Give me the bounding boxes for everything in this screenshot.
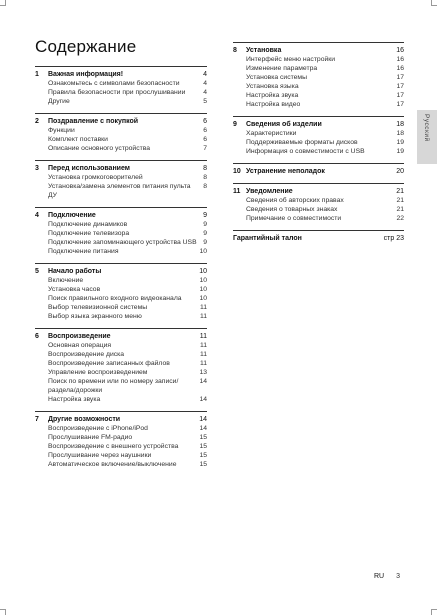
entry-page: 9: [203, 230, 207, 237]
entry-title: Настройка звука: [246, 92, 299, 99]
toc-section: [35, 411, 207, 469]
warranty-heading[interactable]: [233, 230, 404, 243]
toc-section: [233, 116, 404, 156]
toc-section: [35, 328, 207, 404]
entry-title: Прослушивание через наушники: [48, 452, 152, 459]
section-heading[interactable]: [233, 167, 404, 176]
section-page: 4: [203, 71, 207, 78]
section-heading[interactable]: [35, 211, 207, 220]
section-heading[interactable]: [35, 415, 207, 424]
section-title: Воспроизведение: [48, 333, 111, 340]
toc-entry[interactable]: [35, 424, 207, 433]
entry-title: Комплект поставки: [48, 136, 108, 143]
section-page: 10: [199, 268, 207, 275]
toc-entry[interactable]: [233, 129, 404, 138]
entry-page: 10: [199, 286, 207, 293]
entry-title: Примечание о совместимости: [246, 215, 342, 222]
toc-entry[interactable]: [233, 205, 404, 214]
toc-entry[interactable]: [35, 238, 207, 247]
toc-section: [233, 42, 404, 109]
section-number: 5: [35, 268, 39, 275]
page-footer: [374, 573, 400, 580]
toc-section: [35, 263, 207, 321]
toc-section: [35, 66, 207, 106]
section-title: Другие возможности: [48, 416, 121, 423]
entry-page: 9: [203, 221, 207, 228]
toc-entry[interactable]: [35, 294, 207, 303]
toc-entry[interactable]: [35, 79, 207, 88]
entry-page: 14: [199, 396, 207, 403]
section-number: 6: [35, 333, 39, 340]
section-title: Поздравление с покупкой: [48, 118, 139, 125]
toc-entry[interactable]: [35, 220, 207, 229]
entry-title: Подключение запоминающего устройства USB: [48, 239, 197, 246]
entry-page: 11: [199, 304, 207, 311]
entry-title: Установка/замена элементов питания пульта ДУ: [48, 183, 191, 199]
toc-entry[interactable]: [233, 100, 404, 109]
entry-page: 17: [396, 74, 404, 81]
entry-title: Выбор языка экранного меню: [48, 313, 142, 320]
crop-mark: [431, 609, 437, 610]
section-page: 20: [396, 168, 404, 175]
entry-page: 4: [203, 80, 207, 87]
toc-section: [35, 113, 207, 153]
entry-page: 14: [199, 425, 207, 432]
section-title: Установка: [246, 47, 282, 54]
entry-page: 17: [396, 83, 404, 90]
section-number: 9: [233, 121, 237, 128]
entry-title: Установка громкоговорителей: [48, 174, 143, 181]
entry-page: 16: [396, 65, 404, 72]
entry-title: Установка языка: [246, 83, 299, 90]
entry-title: Настройка видео: [246, 101, 301, 108]
entry-title: Поиск правильного входного видеоканала: [48, 295, 182, 302]
toc-entry[interactable]: [233, 91, 404, 100]
entry-page: 4: [203, 89, 207, 96]
section-title: Начало работы: [48, 268, 102, 275]
entry-page: 6: [203, 127, 207, 134]
toc-entry[interactable]: [233, 138, 404, 147]
entry-page: 7: [203, 145, 207, 152]
toc-entry[interactable]: [35, 377, 207, 395]
entry-title: Сведения об авторских правах: [246, 197, 344, 204]
section-heading[interactable]: [35, 332, 207, 341]
toc-section: [35, 160, 207, 200]
crop-mark: [431, 5, 437, 6]
entry-title: Автоматическое включение/выключение: [48, 461, 177, 468]
toc-section: [233, 183, 404, 223]
entry-title: Выбор телевизионной системы: [48, 304, 148, 311]
entry-page: 19: [396, 139, 404, 146]
section-page: 6: [203, 118, 207, 125]
section-page: 11: [199, 333, 207, 340]
entry-page: 10: [199, 248, 207, 255]
toc-entry[interactable]: [35, 350, 207, 359]
entry-page: 5: [203, 98, 207, 105]
section-title: Подключение: [48, 212, 96, 219]
section-page: 8: [203, 165, 207, 172]
entry-page: 13: [199, 369, 207, 376]
entry-title: Другие: [48, 98, 70, 105]
entry-page: 17: [396, 92, 404, 99]
entry-page: 15: [199, 461, 207, 468]
toc-entry[interactable]: [233, 214, 404, 223]
entry-page: 17: [396, 101, 404, 108]
toc-entry[interactable]: [233, 73, 404, 82]
section-heading[interactable]: [35, 117, 207, 126]
section-title: Уведомление: [246, 188, 293, 195]
entry-page: 8: [203, 183, 207, 190]
toc-entry[interactable]: [35, 341, 207, 350]
entry-title: Включение: [48, 277, 84, 284]
entry-title: Прослушивание FM-радио: [48, 434, 133, 441]
toc-entry[interactable]: [233, 64, 404, 73]
toc-entry[interactable]: [35, 126, 207, 135]
section-number: 4: [35, 212, 39, 219]
entry-title: Основная операция: [48, 342, 112, 349]
toc-entry[interactable]: [35, 368, 207, 377]
toc-entry[interactable]: [35, 173, 207, 182]
section-number: 2: [35, 118, 39, 125]
entry-page: 11: [199, 360, 207, 367]
side-tab-label: Русский: [423, 114, 430, 142]
toc-entry[interactable]: [35, 182, 207, 200]
entry-title: Правила безопасности при прослушивании: [48, 89, 186, 96]
toc-right-column: [233, 42, 404, 243]
entry-page: 15: [199, 452, 207, 459]
entry-page: 21: [396, 206, 404, 213]
toc-entry[interactable]: [35, 88, 207, 97]
entry-page: 11: [199, 313, 207, 320]
entry-page: 15: [199, 443, 207, 450]
entry-page: 10: [199, 277, 207, 284]
section-title: Важная информация!: [48, 71, 124, 78]
page-title: Содержание: [35, 37, 137, 56]
entry-title: Подключение питания: [48, 248, 119, 255]
entry-title: Подключение телевизора: [48, 230, 130, 237]
toc-entry[interactable]: [35, 144, 207, 153]
section-number: 1: [35, 71, 39, 78]
entry-title: Сведения о товарных знаках: [246, 206, 338, 213]
page-number: 3: [396, 573, 400, 580]
toc-entry[interactable]: [35, 395, 207, 404]
section-page: 16: [396, 47, 404, 54]
toc-entry[interactable]: [233, 147, 404, 156]
section-number: 7: [35, 416, 39, 423]
section-title: Перед использованием: [48, 165, 130, 172]
toc-entry[interactable]: [233, 55, 404, 64]
section-heading[interactable]: [35, 164, 207, 173]
toc-entry[interactable]: [35, 442, 207, 451]
entry-title: Подключение динамиков: [48, 221, 128, 228]
entry-title: Установка часов: [48, 286, 101, 293]
toc-entry[interactable]: [35, 285, 207, 294]
toc-entry[interactable]: [35, 97, 207, 106]
toc-entry[interactable]: [35, 247, 207, 256]
section-title: Устранение неполадок: [246, 168, 325, 175]
toc-section: [35, 207, 207, 256]
entry-title: Настройка звука: [48, 396, 101, 403]
language-side-tab: [417, 110, 437, 164]
section-heading[interactable]: [233, 120, 404, 129]
entry-page: 9: [203, 239, 207, 246]
entry-title: Функции: [48, 127, 75, 134]
crop-mark: [0, 609, 6, 610]
section-heading[interactable]: [35, 267, 207, 276]
entry-title: Описание основного устройства: [48, 145, 151, 152]
entry-page: 14: [199, 378, 207, 385]
entry-page: 11: [199, 342, 207, 349]
toc-entry[interactable]: [35, 359, 207, 368]
entry-page: 10: [199, 295, 207, 302]
section-heading[interactable]: [233, 187, 404, 196]
section-page: 21: [396, 188, 404, 195]
toc-entry[interactable]: [35, 135, 207, 144]
entry-title: Воспроизведение диска: [48, 351, 125, 358]
entry-title: Управление воспроизведением: [48, 369, 148, 376]
entry-page: 22: [396, 215, 404, 222]
entry-title: Информация о совместимости с USB: [246, 148, 365, 155]
entry-title: Изменение параметра: [246, 65, 318, 72]
toc-entry[interactable]: [35, 276, 207, 285]
section-number: 10: [233, 168, 241, 175]
entry-page: 6: [203, 136, 207, 143]
section-page: 9: [203, 212, 207, 219]
section-heading[interactable]: [35, 70, 207, 79]
entry-page: 19: [396, 148, 404, 155]
entry-page: 15: [199, 434, 207, 441]
section-page: 14: [199, 416, 207, 423]
entry-title: Поиск по времени или по номеру записи/раздела/дорожки: [48, 378, 179, 394]
entry-title: Характеристики: [246, 130, 297, 137]
section-number: 8: [233, 47, 237, 54]
entry-title: Интерфейс меню настройки: [246, 56, 336, 63]
entry-page: 18: [396, 130, 404, 137]
entry-title: Установка системы: [246, 74, 307, 81]
toc-entry[interactable]: [233, 196, 404, 205]
toc-entry[interactable]: [35, 451, 207, 460]
entry-page: 21: [396, 197, 404, 204]
toc-section: [233, 163, 404, 176]
section-number: 3: [35, 165, 39, 172]
toc-entry[interactable]: [35, 312, 207, 321]
entry-title: Воспроизведение с iPhone/iPod: [48, 425, 148, 432]
warranty-page: стр 23: [383, 235, 404, 242]
entry-title: Ознакомьтесь с символами безопасности: [48, 80, 180, 87]
warranty-title: Гарантийный талон: [233, 235, 302, 242]
toc-left-column: [35, 66, 207, 476]
entry-title: Воспроизведение записанных файлов: [48, 360, 170, 367]
crop-mark: [0, 5, 6, 6]
section-heading[interactable]: [233, 46, 404, 55]
entry-page: 11: [199, 351, 207, 358]
section-title: Сведения об изделии: [246, 121, 322, 128]
toc-entry[interactable]: [35, 433, 207, 442]
footer-language: RU: [374, 573, 385, 580]
section-number: 11: [233, 188, 241, 195]
toc-entry[interactable]: [233, 82, 404, 91]
toc-entry[interactable]: [35, 303, 207, 312]
entry-page: 8: [203, 174, 207, 181]
toc-entry[interactable]: [35, 460, 207, 469]
section-page: 18: [396, 121, 404, 128]
entry-title: Воспроизведение с внешнего устройства: [48, 443, 179, 450]
entry-page: 16: [396, 56, 404, 63]
entry-title: Поддерживаемые форматы дисков: [246, 139, 358, 146]
toc-entry[interactable]: [35, 229, 207, 238]
